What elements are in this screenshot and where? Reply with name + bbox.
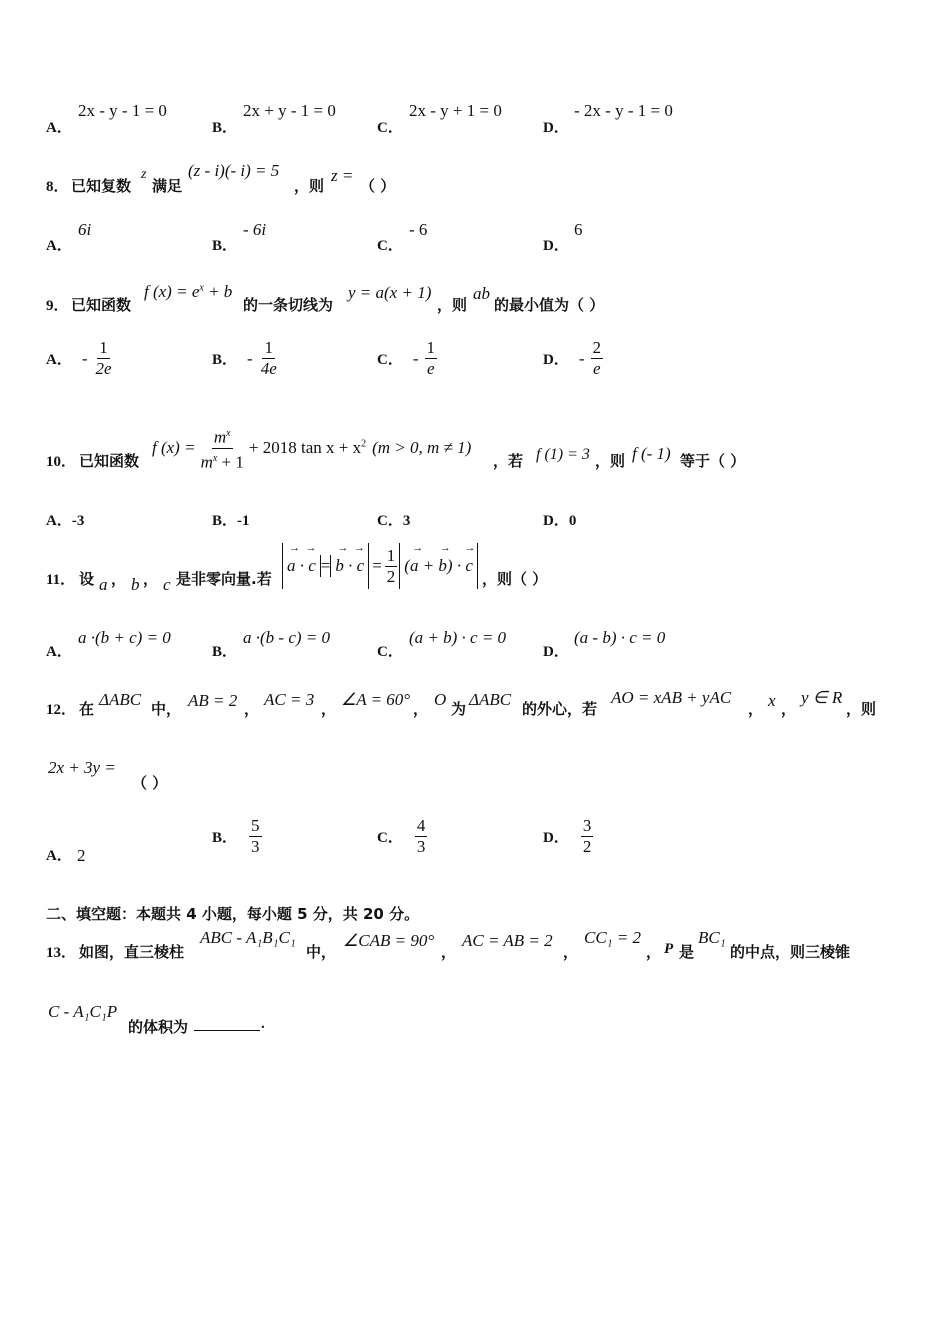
q12-option-a-value: 2	[77, 846, 86, 865]
q11-option-d-label: D．	[543, 644, 569, 660]
q12-blank-paren: （ ）	[132, 774, 168, 792]
q12-comma-1: ，	[244, 700, 260, 718]
q13-text-1: 如图，直三棱柱	[79, 943, 185, 961]
q12-option-d-label: D．	[543, 830, 569, 846]
q9-option-b	[212, 338, 279, 379]
q13-math-cc1: CC₁ = 2	[584, 928, 642, 947]
q9-option-a	[46, 338, 114, 379]
q7-option-b-label: B．	[212, 120, 238, 136]
q9-text-3: ，则	[437, 296, 468, 314]
q12-option-c-fraction: $\frac{4}{3}$	[416, 816, 426, 856]
q7-option-d-expr: - 2x - y - 1 = 0	[574, 101, 673, 120]
q8-option-c-expr: - 6	[409, 220, 428, 239]
q9-text-1: 已知函数	[71, 296, 132, 314]
q10-text-1: 已知函数	[79, 452, 140, 470]
q9-option-b-fraction: $\frac{1}{4e}$	[260, 338, 277, 378]
q10-number: 10．	[46, 454, 77, 470]
q13-comma-3: ，	[646, 943, 662, 961]
q11-math-ac: → → a · c	[287, 542, 317, 575]
q13-text-3: 是	[679, 943, 695, 961]
q10-math-fx: f (x) =	[152, 438, 196, 458]
q11-var-a: a	[99, 575, 108, 594]
q11-math-rhs: → → → (a + b) · c	[404, 542, 476, 575]
q8-text-1: 已知复数	[71, 177, 132, 195]
q12-math-target: 2x + 3y =	[48, 758, 116, 777]
q11-math-condition	[282, 540, 478, 592]
q12-math-triangle-1: ΔABC	[99, 690, 142, 709]
q11-comma-1: ，	[111, 570, 127, 588]
q9-option-a-sign: -	[81, 348, 88, 368]
q12-option-a-label: A．	[46, 848, 72, 864]
q13-number: 13．	[46, 945, 77, 961]
q12-option-d-fraction: $\frac{3}{2}$	[582, 816, 592, 856]
q9-option-c-label: C．	[377, 352, 403, 368]
q11-number: 11．	[46, 572, 76, 588]
q7-option-c-expr: 2x - y + 1 = 0	[409, 101, 502, 120]
q12-option-b-fraction: $\frac{5}{3}$	[251, 816, 260, 856]
q8-text-2: 满足	[152, 177, 183, 195]
q10-option-b: B．-1	[212, 513, 250, 529]
q13-comma-1: ，	[441, 943, 457, 961]
q9-option-b-label: B．	[212, 352, 238, 368]
q12-math-ab: AB = 2	[188, 691, 238, 710]
q11-eq-1: =	[320, 556, 331, 575]
q11-comma-2: ，	[143, 570, 159, 588]
q13-text-4: 的中点，则三棱锥	[730, 943, 851, 961]
q12-math-ac: AC = 3	[264, 690, 315, 709]
q11-option-b-label: B．	[212, 644, 238, 660]
q12-math-triangle-2: ΔABC	[469, 690, 512, 709]
q11-text-2: 是非零向量.若	[176, 570, 272, 588]
q12-comma-3: ，	[413, 700, 429, 718]
q12-number: 12．	[46, 702, 77, 718]
q12-comma-5: ，	[781, 700, 797, 718]
q8-option-b-expr: - 6i	[243, 220, 267, 239]
q13-math-bc1: BC₁	[698, 928, 726, 947]
q12-text-1: 在	[79, 700, 95, 718]
q9-option-a-fraction: $\frac{1}{2e}$	[95, 338, 112, 378]
q12-option-b-label: B．	[212, 830, 238, 846]
q12-text-5: ，则	[846, 700, 877, 718]
q7-option-a-label: A．	[46, 120, 72, 136]
q13-answer-blank[interactable]	[194, 1016, 260, 1035]
q9-option-d-fraction: $\frac{2}{e}$	[592, 338, 602, 378]
q10-math-f1: f (1) = 3	[536, 446, 590, 463]
q9-option-d-label: D．	[543, 352, 569, 368]
q8-math-z-eq: z =	[331, 166, 354, 185]
q10-math-fraction: $\frac{m^x}{m^x + 1}$	[199, 424, 246, 472]
q12-option-b	[212, 816, 262, 857]
q11-text-3: ，则（ ）	[482, 570, 548, 588]
q9-option-b-sign: -	[247, 348, 253, 368]
q13-text-5: 的体积为	[128, 1018, 189, 1036]
q13-text-2: 中，	[306, 943, 337, 961]
q7-option-a-expr: 2x - y - 1 = 0	[78, 101, 167, 120]
q8-option-d-expr: 6	[574, 220, 583, 239]
q8-option-a-label: A．	[46, 238, 72, 254]
q9-option-c	[377, 338, 437, 379]
q13-math-pyramid: C - A₁C₁P	[48, 1002, 118, 1021]
q9-math-function: f $(x) = e^x + b$	[144, 282, 233, 301]
q10-text-4: 等于（ ）	[680, 452, 746, 470]
q10-math-fneg1: f (- 1)	[632, 444, 671, 463]
q11-option-b-expr: a ·(b - c) = 0	[243, 628, 331, 647]
q11-option-c-label: C．	[377, 644, 403, 660]
q9-math-ab: ab	[473, 284, 490, 303]
q8-number: 8．	[46, 179, 69, 195]
q12-text-4: 的外心，若	[522, 700, 598, 718]
q10-option-c: C．3	[377, 513, 411, 529]
q9-math-tangent: y = a(x + 1)	[348, 283, 432, 302]
q8-math-condition: (z - i)(- i) = 5	[188, 161, 280, 180]
q8-text-3: ，则	[294, 177, 325, 195]
q12-math-vector-eq: AO = xAB + yAC	[611, 688, 732, 707]
q13-end-period: .	[261, 1016, 265, 1032]
q12-comma-2: ，	[321, 700, 337, 718]
q8-option-d-label: D．	[543, 238, 569, 254]
q9-option-d-sign: -	[578, 348, 585, 368]
q13-math-prism: ABC - A₁B₁C₁	[200, 928, 296, 947]
q10-text-3: ，则	[595, 452, 626, 470]
q11-var-c: c	[163, 575, 171, 594]
q7-option-d-label: D．	[543, 120, 569, 136]
q11-option-d-expr: (a - b) · c = 0	[574, 628, 666, 647]
q10-option-a: A．-3	[46, 513, 85, 529]
q12-option-c	[377, 816, 427, 857]
q13-math-angle: ∠CAB = 90°	[343, 931, 435, 950]
q9-text-2: 的一条切线为	[243, 296, 334, 314]
q10-math-function	[152, 424, 471, 472]
q7-option-c-label: C．	[377, 120, 403, 136]
q9-option-c-fraction: $\frac{1}{e}$	[426, 338, 436, 378]
q9-number: 9．	[46, 298, 69, 314]
q12-text-3: 为	[451, 700, 467, 718]
q12-math-o: O	[434, 690, 447, 709]
q12-option-c-label: C．	[377, 830, 403, 846]
q13-comma-2: ，	[563, 943, 579, 961]
q8-blank-paren: （ ）	[360, 177, 396, 195]
q9-text-4: 的最小值为（ ）	[494, 296, 605, 314]
q10-option-d: D．0	[543, 513, 577, 529]
q12-math-x: x	[768, 691, 776, 710]
q11-option-c-expr: (a + b) · c = 0	[409, 628, 507, 647]
q11-half: $\frac{1}{2}$	[386, 545, 396, 586]
q8-math-z: z	[141, 167, 147, 182]
q11-option-a-expr: a ·(b + c) = 0	[78, 628, 171, 647]
q12-text-2: 中，	[151, 700, 182, 718]
q11-option-a-label: A．	[46, 644, 72, 660]
q12-option-d	[543, 816, 593, 857]
q12-math-angle: ∠A = 60°	[341, 690, 411, 709]
q10-text-2: ，若	[493, 452, 524, 470]
q8-option-a-expr: 6i	[78, 220, 92, 239]
q9-option-a-label: A．	[46, 352, 72, 368]
q13-math-sides: AC = AB = 2	[462, 931, 553, 950]
section-2-heading: 二、填空题：本题共 4 小题，每小题 5 分，共 20 分。	[46, 905, 420, 923]
q10-math-condition: (m > 0, m ≠ 1)	[372, 438, 472, 458]
q12-comma-4: ，	[748, 700, 764, 718]
q9-option-c-sign: -	[412, 348, 419, 368]
q7-option-b-expr: 2x + y - 1 = 0	[243, 101, 336, 120]
q8-option-c-label: C．	[377, 238, 403, 254]
q11-text-1: 设	[79, 570, 95, 588]
q9-option-d	[543, 338, 603, 379]
q11-eq-2: =	[372, 556, 382, 575]
q11-math-bc: → → b · c	[335, 542, 365, 575]
q13-math-p: P	[664, 941, 674, 957]
q11-var-b: b	[131, 575, 140, 594]
q10-math-tail: + 2018 $\tan x + x^2$	[248, 438, 367, 458]
q8-option-b-label: B．	[212, 238, 238, 254]
q12-math-y-in-r: y ∈ R	[801, 688, 843, 707]
